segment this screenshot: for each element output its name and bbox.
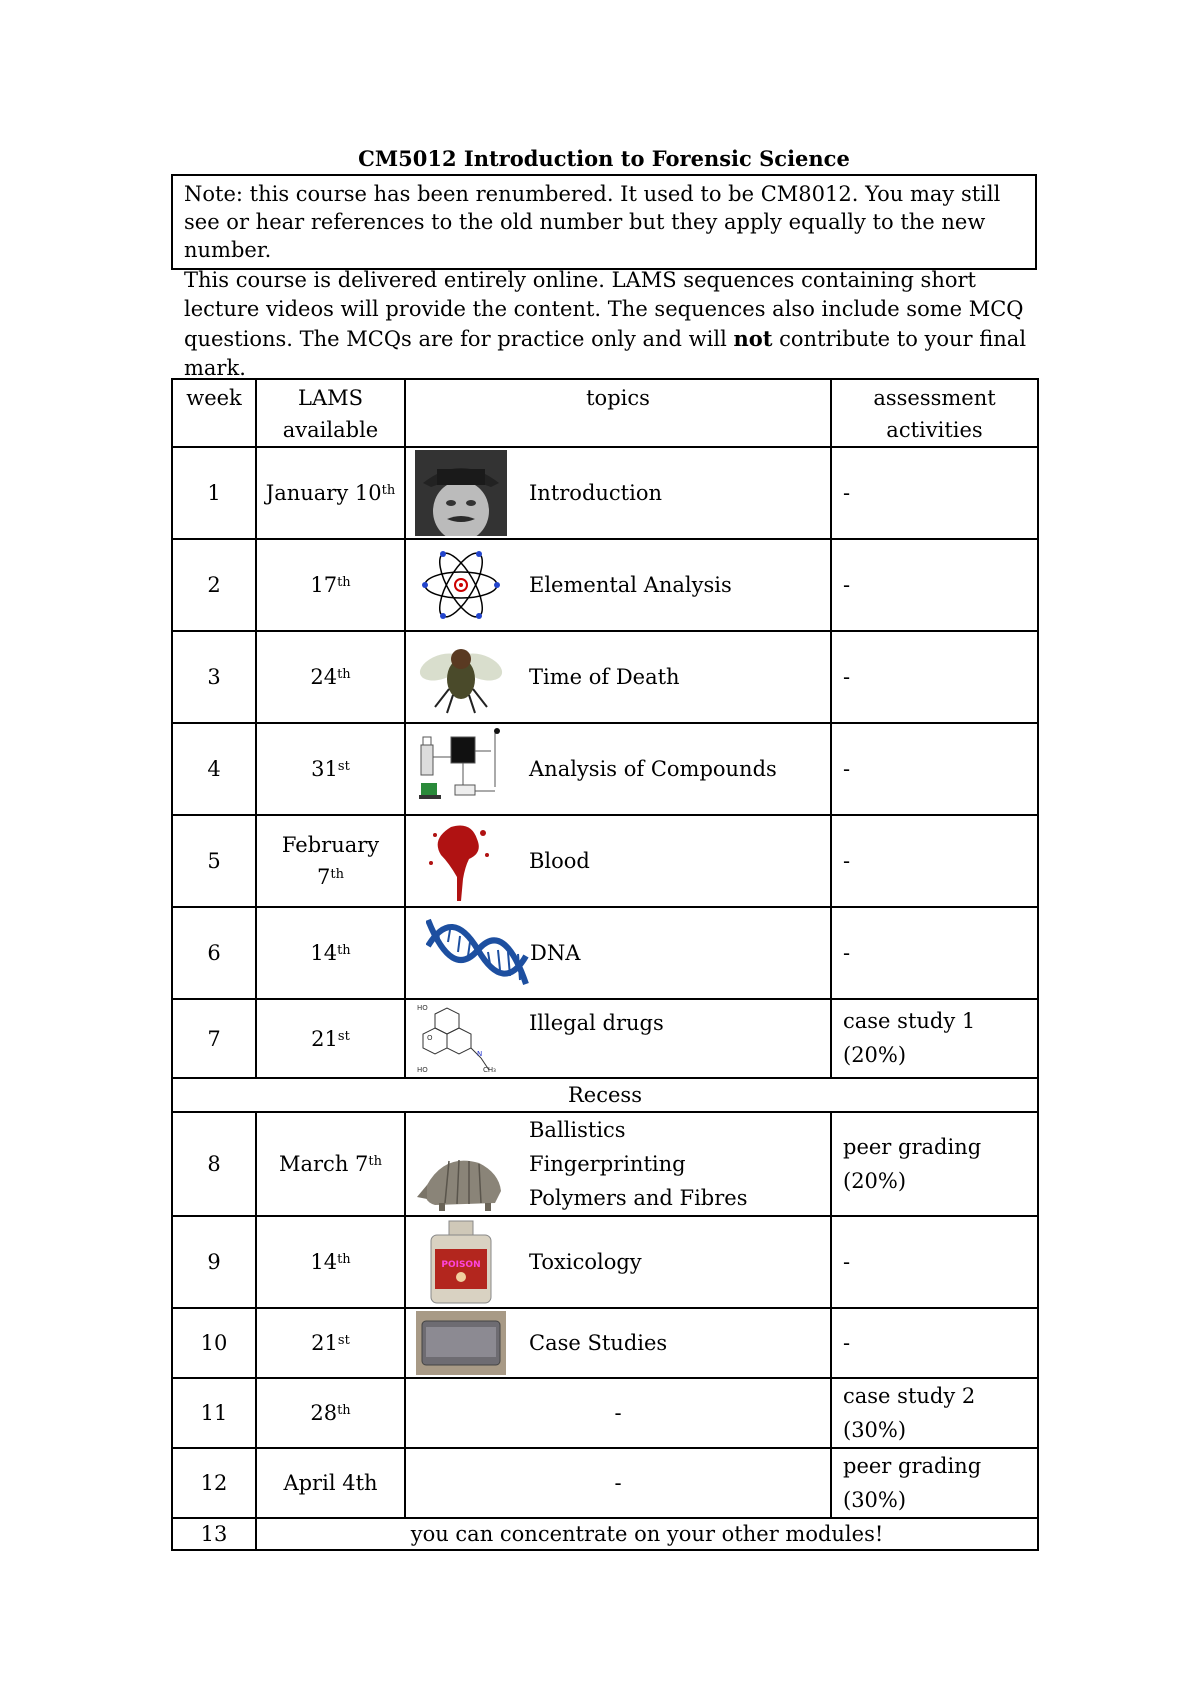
topic-text: Analysis of Compounds <box>529 757 777 781</box>
lams-date: 31st <box>256 723 405 815</box>
chromatography-diagram <box>415 726 507 812</box>
table-row <box>172 1518 1038 1550</box>
topic-cell <box>405 815 831 907</box>
intro-bold: not <box>733 326 773 351</box>
week-number: 9 <box>172 1216 256 1308</box>
table-row <box>172 999 1038 1078</box>
table-row <box>172 1448 1038 1518</box>
evidence-box-image <box>415 1311 507 1375</box>
topic-cell <box>405 631 831 723</box>
svg-text:POISON: POISON <box>441 1260 481 1270</box>
armadillo-image <box>415 1145 507 1215</box>
week-number: 5 <box>172 815 256 907</box>
lams-date: 21st <box>256 999 405 1078</box>
lams-date: 14th <box>256 1216 405 1308</box>
lams-date: April 4th <box>256 1448 405 1518</box>
lams-date: February 7th <box>256 815 405 907</box>
atom-icon <box>415 542 507 628</box>
assessment-text: - <box>831 907 1038 999</box>
lams-date: 14th <box>256 907 405 999</box>
assessment-text: peer grading (30%) <box>831 1448 1038 1518</box>
assessment-text: - <box>831 631 1038 723</box>
week-number: 4 <box>172 723 256 815</box>
topic-text: Time of Death <box>529 665 680 689</box>
table-row <box>172 815 1038 907</box>
assessment-text: - <box>831 539 1038 631</box>
fly-image <box>415 634 507 720</box>
lams-date: March 7th <box>256 1112 405 1216</box>
page-title: CM5012 Introduction to Forensic Science <box>358 146 850 171</box>
intro-paragraph <box>184 266 1040 383</box>
header-assessment: assessment activities <box>831 379 1038 447</box>
week-number: 6 <box>172 907 256 999</box>
svg-text:CH₃: CH₃ <box>483 1065 496 1074</box>
topic-text: - <box>405 1448 831 1518</box>
topic-text: Ballistics Fingerprinting Polymers and Fibres <box>529 1118 748 1210</box>
week-number: 3 <box>172 631 256 723</box>
topic-text: Elemental Analysis <box>529 573 732 597</box>
assessment-text: - <box>831 815 1038 907</box>
topic-cell <box>405 723 831 815</box>
topic-cell <box>405 1112 831 1216</box>
final-message: you can concentrate on your other modules! <box>256 1518 1038 1550</box>
header-topics: topics <box>405 379 831 447</box>
table-row <box>172 447 1038 539</box>
assessment-text: - <box>831 1308 1038 1378</box>
topic-cell <box>405 999 831 1078</box>
table-row <box>172 539 1038 631</box>
detective-portrait-image <box>415 450 507 536</box>
topic-cell <box>405 539 831 631</box>
week-number: 10 <box>172 1308 256 1378</box>
svg-text:HO: HO <box>417 1003 428 1012</box>
topic-text: Case Studies <box>529 1331 668 1355</box>
week-number: 12 <box>172 1448 256 1518</box>
week-number: 13 <box>172 1518 256 1550</box>
topic-text: Blood <box>529 849 590 873</box>
assessment-text: case study 1 (20%) <box>831 999 1038 1078</box>
lams-date: 21st <box>256 1308 405 1378</box>
dna-helix-image <box>426 916 530 990</box>
lams-date: 28th <box>256 1378 405 1448</box>
week-number: 8 <box>172 1112 256 1216</box>
renumber-note: Note: this course has been renumbered. It used to be CM8012. You may still see or hear references to the old number but they apply equally to the new number. <box>171 174 1037 270</box>
topic-text: DNA <box>530 941 581 965</box>
svg-text:N: N <box>477 1049 483 1058</box>
assessment-text: peer grading (20%) <box>831 1112 1038 1216</box>
week-number: 7 <box>172 999 256 1078</box>
svg-text:HO: HO <box>417 1065 428 1074</box>
table-row <box>172 1308 1038 1378</box>
recess-row <box>172 1078 1038 1112</box>
topic-cell <box>405 1308 831 1378</box>
header-week: week <box>172 379 256 447</box>
intro-text-2: contribute to your final mark. <box>184 327 1027 380</box>
molecule-structure-image <box>415 1002 507 1076</box>
table-row <box>172 1112 1038 1216</box>
table-header-row <box>172 379 1038 447</box>
intro-text-1: This course is delivered entirely online. LAMS sequences containing short lecture videos will provide the content. The sequences also include some MCQ questions. The MCQs are for practice only and will <box>184 268 1024 351</box>
assessment-text: - <box>831 723 1038 815</box>
blood-splatter <box>415 818 507 904</box>
table-row <box>172 907 1038 999</box>
table-row <box>172 1378 1038 1448</box>
assessment-text: - <box>831 1216 1038 1308</box>
assessment-text: - <box>831 447 1038 539</box>
week-number: 1 <box>172 447 256 539</box>
topic-text: Toxicology <box>529 1250 642 1274</box>
week-number: 11 <box>172 1378 256 1448</box>
schedule-table <box>171 378 1039 1551</box>
week-number: 2 <box>172 539 256 631</box>
table-row <box>172 1216 1038 1308</box>
header-lams: LAMS available <box>256 379 405 447</box>
topic-cell <box>405 1216 831 1308</box>
svg-text:O: O <box>427 1033 433 1042</box>
poison-bottle-image <box>415 1219 507 1305</box>
recess-label: Recess <box>172 1078 1038 1112</box>
lams-date: 17th <box>256 539 405 631</box>
topic-text: - <box>405 1378 831 1448</box>
topic-cell <box>405 447 831 539</box>
topic-cell <box>405 907 831 999</box>
lams-date: January 10th <box>256 447 405 539</box>
table-row <box>172 631 1038 723</box>
topic-text: Introduction <box>529 481 662 505</box>
table-row <box>172 723 1038 815</box>
topic-text: Illegal drugs <box>529 1010 664 1035</box>
lams-date: 24th <box>256 631 405 723</box>
assessment-text: case study 2 (30%) <box>831 1378 1038 1448</box>
